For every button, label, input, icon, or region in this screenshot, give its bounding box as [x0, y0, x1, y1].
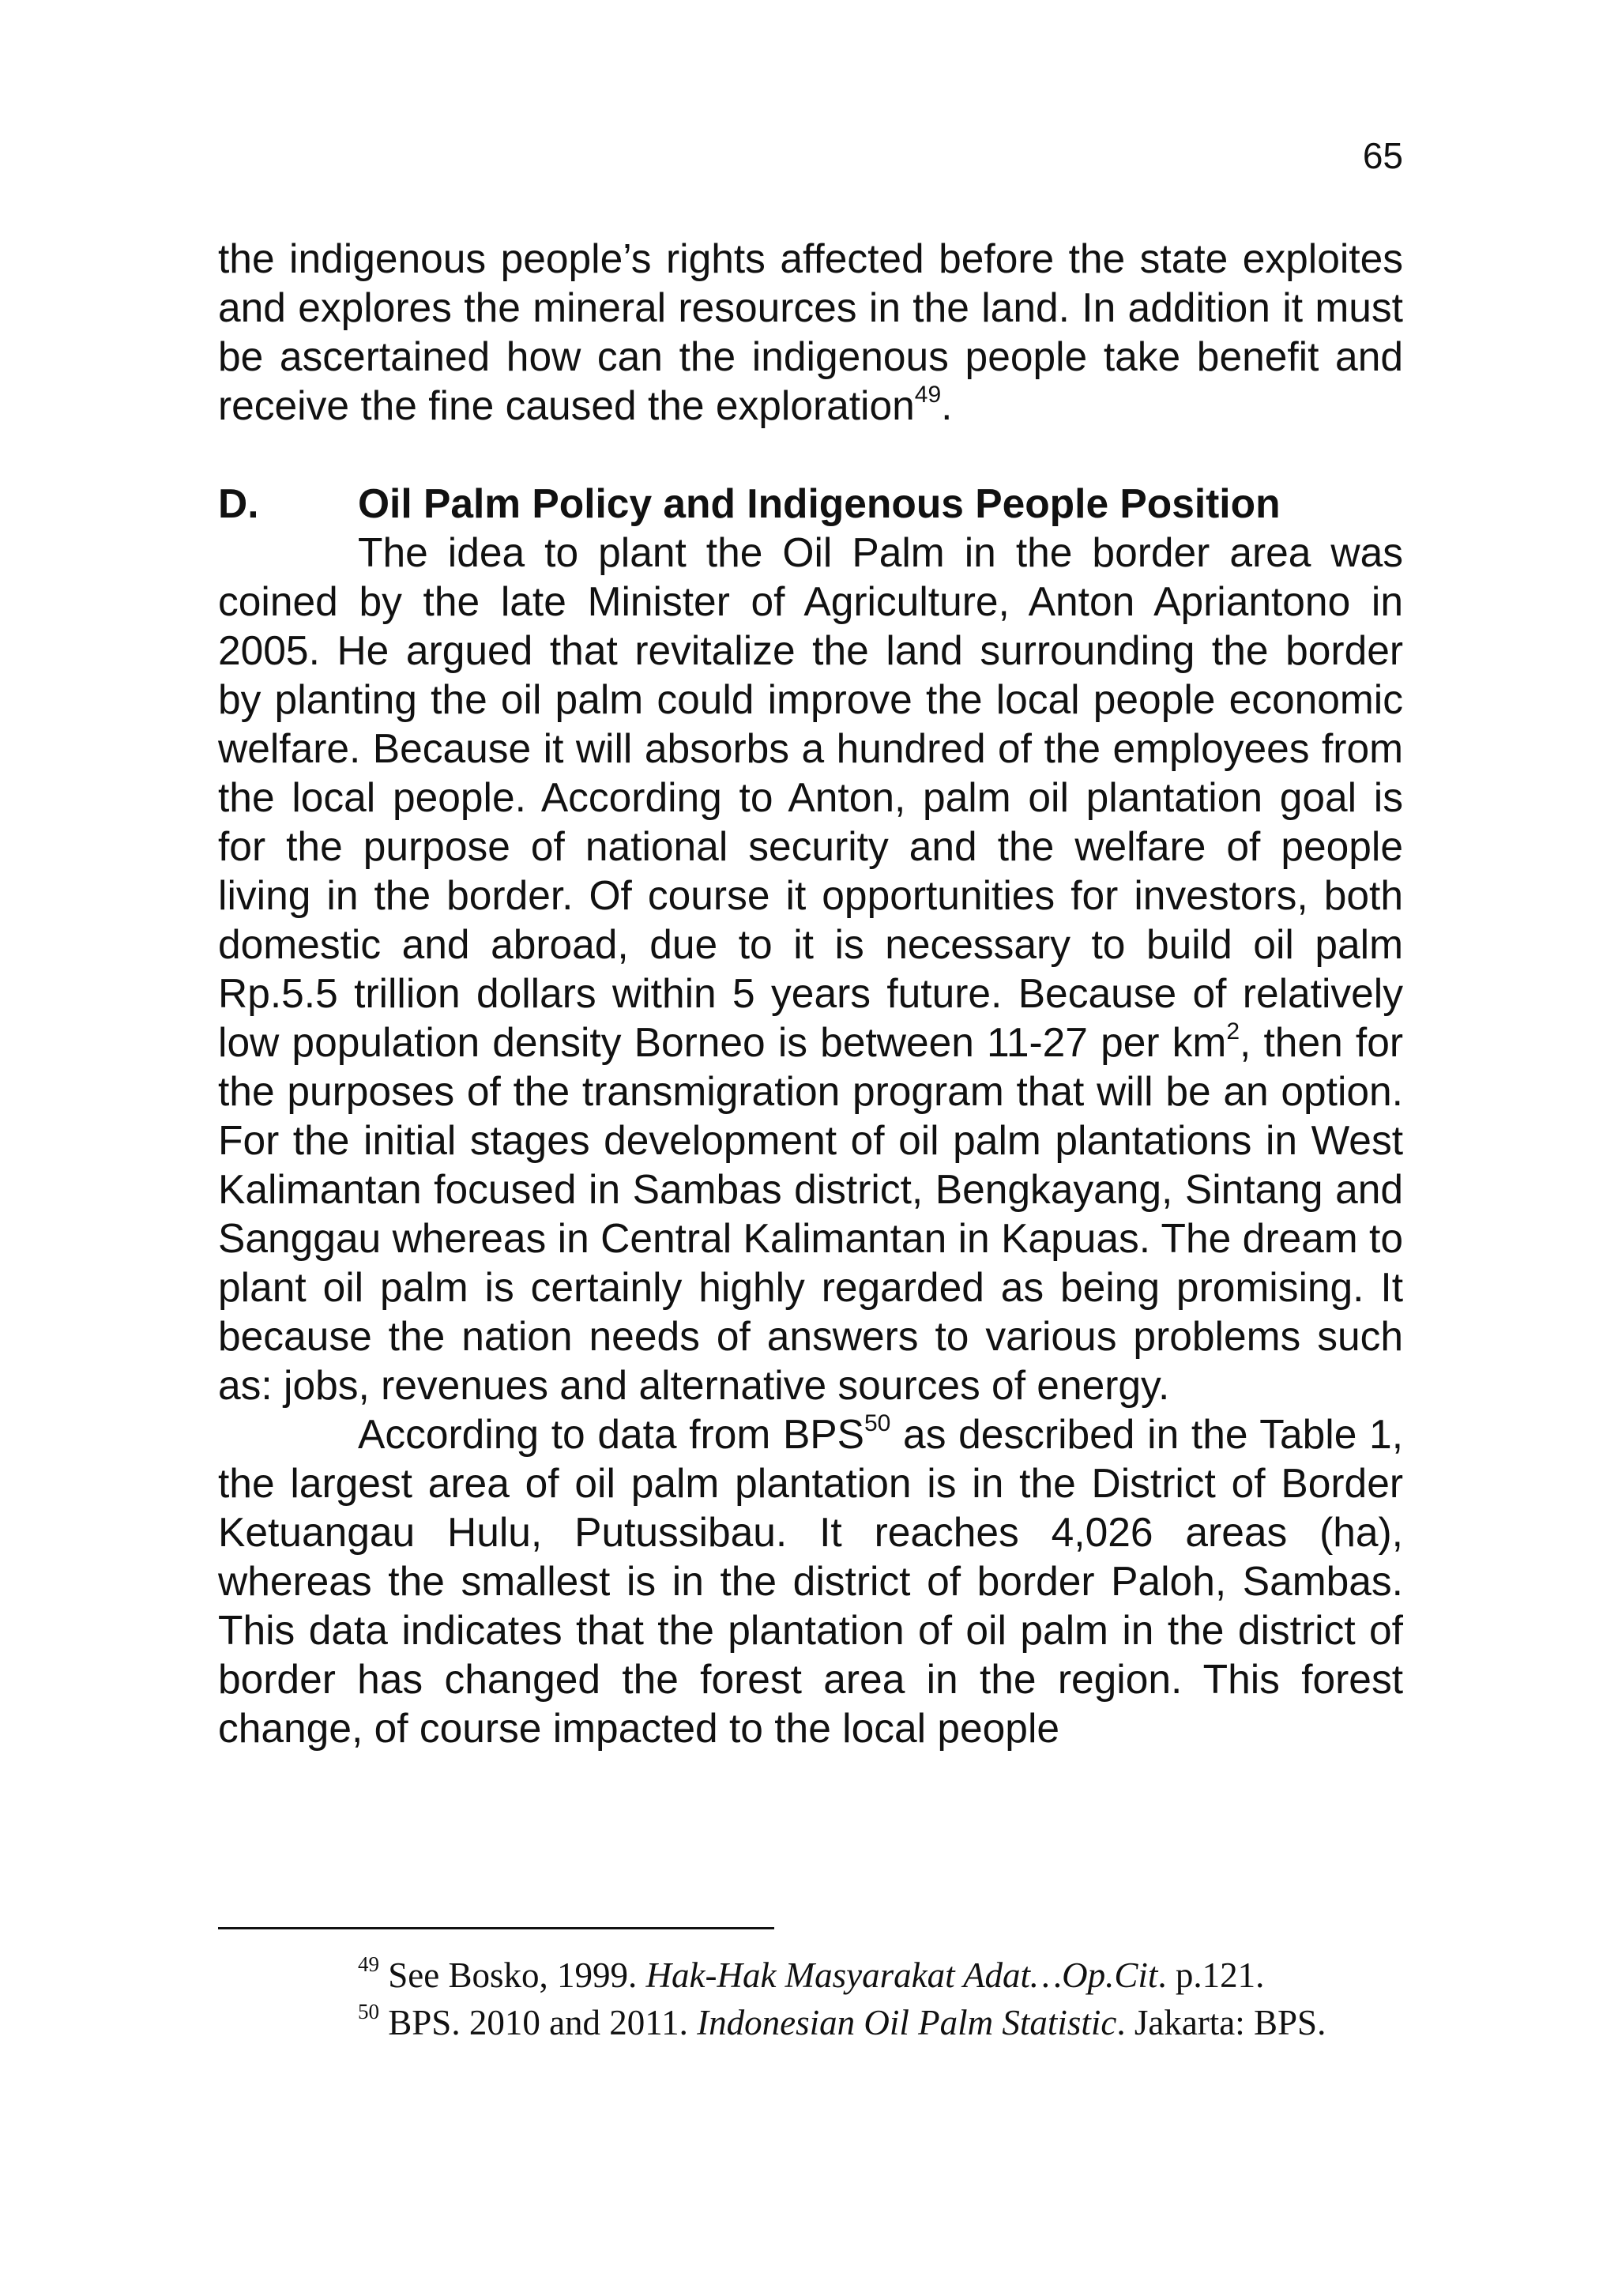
- footnote-50: [218, 1999, 1403, 2046]
- section-heading: [218, 479, 1403, 528]
- paragraph-gap: [218, 430, 1403, 479]
- footnote-text: BPS. 2010 and 2011.: [379, 2003, 698, 2042]
- page-number: 65: [1362, 135, 1403, 176]
- paragraph-oil-palm-idea-text-cont: , then for the purposes of the transmigration program that will be an option. For the initial stages development of oil palm plantations in West Kalimantan focused in Sambas district, Bengkayang, Sintang and Sanggau whereas in Central Kalimantan in Kapuas. The dream to plant oil palm is certainly highly regarded as being promising. It because the nation needs of answers to various problems such as: jobs, revenues and alternative sources of energy.: [218, 1019, 1403, 1408]
- footnote-number: 50: [358, 2000, 379, 2023]
- footnotes: [218, 1952, 1403, 2046]
- paragraph-intro: [218, 234, 1403, 430]
- section-title: Oil Palm Policy and Indigenous People Position: [358, 480, 1281, 526]
- section-letter: D.: [218, 480, 259, 526]
- footnote-number: 49: [358, 1952, 379, 1976]
- superscript-squared: 2: [1226, 1018, 1240, 1044]
- footnote-separator: [218, 1927, 774, 1929]
- paragraph-intro-text: the indigenous people’s rights affected before the state exploites and explores the mineral resources in the land. In addition it must be ascertained how can the indigenous people take benefit and receive the fine caused the exploration: [218, 235, 1403, 428]
- footnote-49: [218, 1952, 1403, 1999]
- footnote-title: Hak-Hak Masyarakat Adat…Op.Cit: [645, 1955, 1158, 1995]
- paragraph-intro-tail: .: [941, 382, 953, 428]
- paragraph-bps-data-text-cont: as described in the Table 1, the largest area of oil palm plantation is in the District of Border Ketuangau Hulu, Putussibau. It reaches 4,026 areas (ha), whereas the smallest is in the district of border Paloh, Sambas. This data indicates that the plantation of oil palm in the district of border has changed the forest area in the region. This forest change, of course impacted to the local people: [218, 1411, 1403, 1751]
- footnote-text-tail: . p.121.: [1157, 1955, 1265, 1995]
- paragraph-bps-data: [218, 1410, 1403, 1752]
- body-text: [218, 234, 1403, 1752]
- footnote-ref-49[interactable]: 49: [914, 382, 942, 408]
- footnote-title: Indonesian Oil Palm Statistic: [697, 2003, 1117, 2042]
- footnote-text-tail: . Jakarta: BPS.: [1116, 2003, 1326, 2042]
- paragraph-oil-palm-idea: [218, 528, 1403, 1410]
- footnote-text: See Bosko, 1999.: [379, 1955, 646, 1995]
- paragraph-oil-palm-idea-text: The idea to plant the Oil Palm in the border area was coined by the late Minister of Agriculture, Anton Apriantono in 2005. He argued that revitalize the land surrounding the border by planting the oil palm could improve the local people economic welfare. Because it will absorbs a hundred of the employees from the local people. According to Anton, palm oil plantation goal is for the purpose of national security and the welfare of people living in the border. Of course it opportunities for investors, both domestic and abroad, due to it is necessary to build oil palm Rp.5.5 trillion dollars within 5 years future. Because of relatively low population density Borneo is between 11-27 per km: [218, 529, 1403, 1065]
- paragraph-bps-data-text: According to data from BPS: [358, 1411, 864, 1457]
- footnote-ref-50[interactable]: 50: [864, 1410, 891, 1436]
